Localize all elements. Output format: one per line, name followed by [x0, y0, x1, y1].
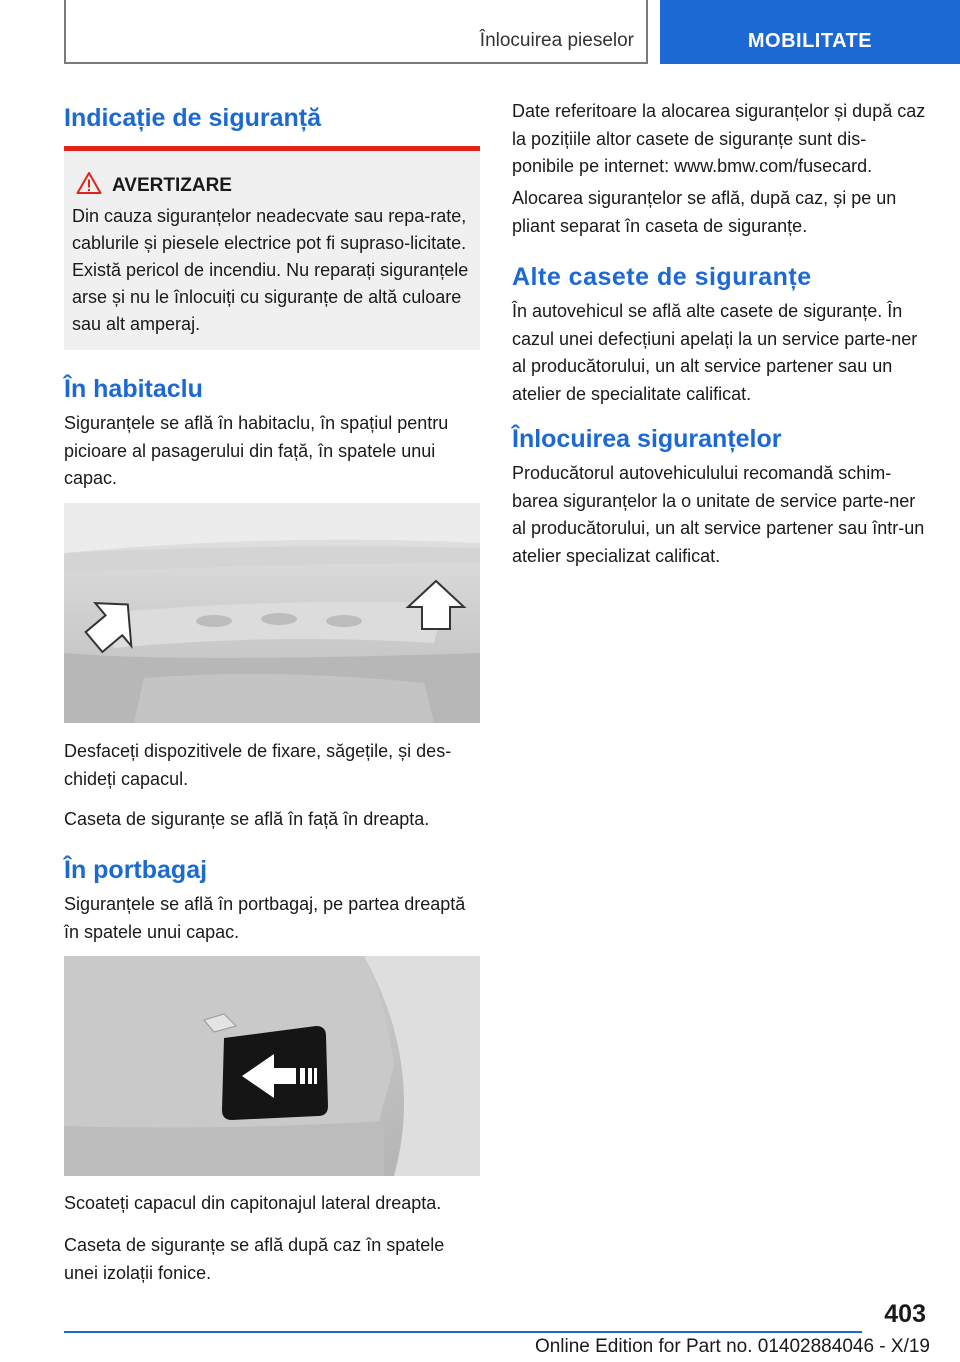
page-number: 403 — [884, 1300, 926, 1328]
header-chapter-label: MOBILITATE — [747, 30, 873, 52]
warning-triangle-icon — [76, 171, 102, 195]
caption-fusebox-insulation: Caseta de siguranțe se află după caz în spatele unei izolații fonice. — [64, 1235, 445, 1283]
caption-release-fasteners: Desfaceți dispozitivele de fixare, săgețile, și des-chideți capacul. — [64, 741, 452, 789]
caption-remove-cover: Scoateți capacul din capitonajul lateral dreapta. — [64, 1193, 442, 1213]
footwell-photo — [64, 503, 480, 723]
header-section-box — [64, 0, 648, 64]
portbagaj-heading: În portbagaj — [64, 856, 208, 884]
replace-fuses-text: Producătorul autovehiculului recomandă schim-barea siguranțelor la o unitate de service parte-ner al producătorului, un alt service partener sau într-un atelier specializat calificat. — [512, 463, 925, 566]
habitaclu-text: Siguranțele se află în habitaclu, în spațiul pentru picioare al pasagerului din față, în spatele unui capac. — [64, 413, 449, 488]
habitaclu-heading: În habitaclu — [64, 375, 203, 403]
footer-rule — [64, 1331, 862, 1333]
header-chapter-tab[interactable] — [660, 0, 960, 64]
caption-fusebox-front-right: Caseta de siguranțe se află în față în dreapta. — [64, 809, 430, 829]
leaflet-info-text: Alocarea siguranțelor se află, după caz, și pe un pliant separat în caseta de siguranțe. — [512, 188, 897, 236]
safety-heading: Indicație de siguranță — [64, 104, 322, 132]
footer-edition: Online Edition for Part no. 01402884046 - X/19 — [534, 1336, 930, 1357]
header-section-title: Înlocuirea pieselor — [479, 30, 634, 51]
warning-text: Din cauza siguranțelor neadecvate sau repa-rate, cablurile și piesele electrice pot fi supraso-licitate. Există pericol de incendiu. Nu reparați siguranțele arse și nu le înlocuiți cu siguranțe de altă culoare sau alt amperaj. — [72, 206, 469, 334]
trunk-photo — [64, 956, 480, 1176]
warning-box — [64, 151, 480, 350]
other-fuseboxes-text: În autovehicul se află alte casete de siguranțe. În cazul unei defecțiuni apelați la un service parte-ner al producătorului, un alt service partener sau un atelier de specialitate calificat. — [512, 301, 918, 404]
portbagaj-text: Siguranțele se află în portbagaj, pe partea dreaptă în spatele unui capac. — [64, 894, 466, 942]
warning-title: AVERTIZARE — [112, 175, 232, 196]
fusecard-info-text: Date referitoare la alocarea siguranțelor și după caz la pozițiile altor casete de siguranțe sunt dis-ponibile pe internet: www.bmw.com/fusecard. — [512, 101, 926, 176]
other-fuseboxes-heading: Alte casete de siguranțe — [512, 263, 812, 291]
replace-fuses-heading: Înlocuirea siguranțelor — [512, 425, 782, 453]
